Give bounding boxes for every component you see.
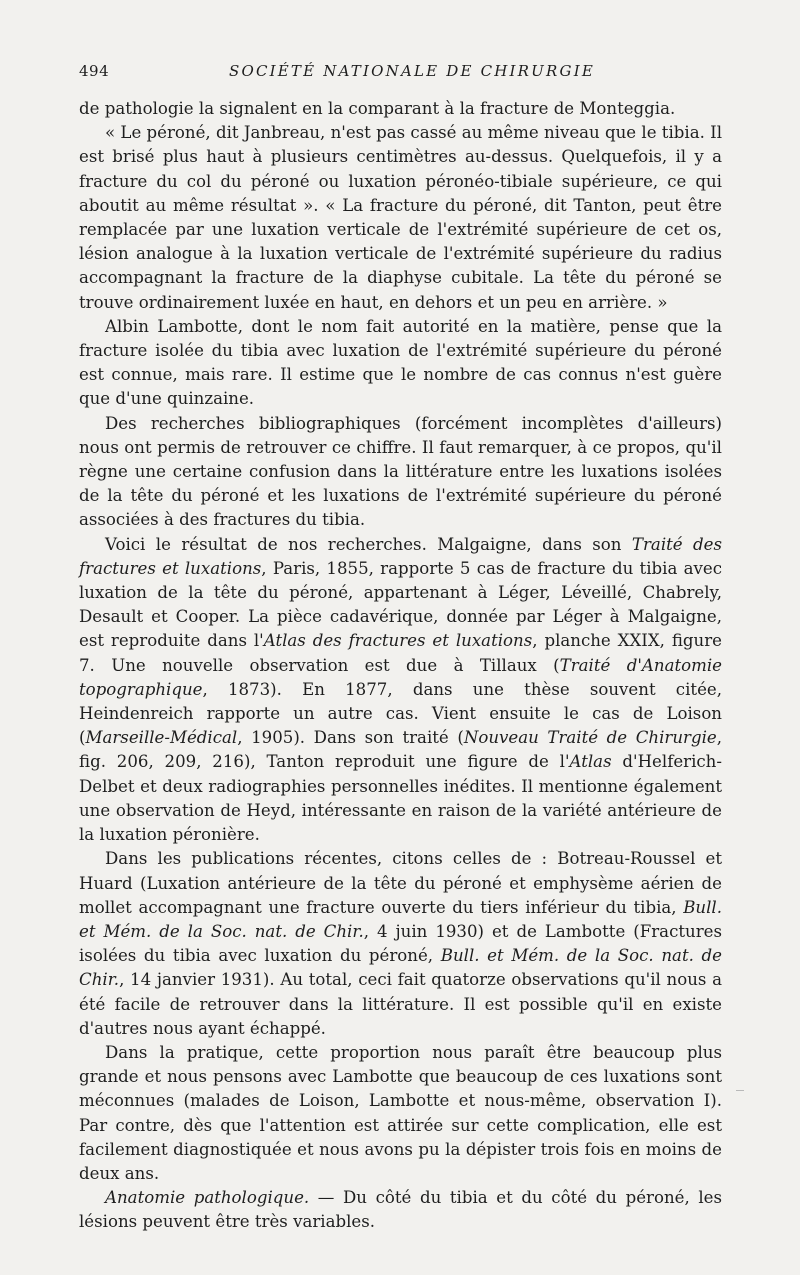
text-run: , fig. 206, 209, 216), Tanton reproduit une figure de l': [79, 728, 723, 772]
italic-text-run: Atlas: [569, 752, 612, 772]
paragraph: [79, 1041, 722, 1186]
article-body: [79, 97, 722, 1235]
text-run: Dans la pratique, cette proportion nous paraît être beaucoup plus grande et nous pensons avec Lambotte que beaucoup de ces luxations sont méconnues (malades de Loison, Lambotte et nous-même, observation I). Par contre, dès que l'attention est attirée sur cette complication, elle est facilement diagnostiquée et nous avons pu la dépister trois fois en moins de deux ans.: [79, 1042, 722, 1183]
paragraph: [79, 412, 722, 533]
paragraph: [79, 121, 722, 315]
page-header: [79, 62, 722, 86]
running-title: SOCIÉTÉ NATIONALE DE CHIRURGIE: [229, 62, 595, 80]
text-run: Des recherches bibliographiques (forcément incomplètes d'ailleurs) nous ont permis de retrouver ce chiffre. Il faut remarquer, à ce propos, qu'il règne une certaine confusion dans la littérature entre les luxations isolées de la tête du péroné et les luxations de l'extrémité supérieure du péroné associées à des fractures du tibia.: [79, 413, 722, 530]
paragraph: [79, 315, 722, 412]
page-number: 494: [79, 62, 110, 80]
text-run: , 1873). En 1877, dans une thèse souvent citée, Heindenreich rapporte un autre cas. Vient ensuite le cas de Loison (: [79, 679, 722, 748]
text-run: Dans les publications récentes, citons celles de : Botreau-Roussel et Huard (Luxation antérieure de la tête du péroné et emphysème aérien de mollet accompagnant une fracture ouverte du tiers inférieur du tibia,: [79, 849, 722, 917]
text-run: , 4 juin 1930) et de Lambotte (Fractures isolées du tibia avec luxation du péroné,: [79, 921, 722, 966]
italic-text-run: Marseille-Médical: [85, 728, 238, 748]
paragraph: [79, 847, 722, 1041]
text-run: d'Helferich-Delbet et deux radiographies personnelles inédites. Il mentionne également une observation de Heyd, intéressante en raison de la variété antérieure de la luxation péronière.: [79, 752, 722, 845]
paragraph: [79, 1186, 722, 1234]
text-run: Voici le résultat de nos recherches. Malgaigne, dans son: [105, 534, 632, 554]
text-run: , 14 janvier 1931). Au total, ceci fait quatorze observations qu'il nous a été facile de retrouver dans la littérature. Il est possible qu'il en existe d'autres nous ayant échappé.: [79, 970, 722, 1038]
scan-mark: [736, 1090, 744, 1091]
text-run: , planche XXIX, figure 7. Une nouvelle observation est due à Tillaux (: [79, 631, 722, 675]
italic-text-run: Atlas des fractures et luxations: [263, 631, 533, 651]
italic-text-run: Traité d'Anatomie topographique: [79, 655, 723, 699]
italic-text-run: Traité des fractures et luxations: [79, 534, 723, 578]
text-run: — Du côté du tibia et du côté du péroné, les lésions peuvent être très variables.: [79, 1188, 722, 1232]
text-run: de pathologie la signalent en la comparant à la fracture de Monteggia.: [79, 99, 676, 118]
paragraph: [79, 97, 722, 121]
italic-text-run: Nouveau Traité de Chirurgie: [463, 728, 717, 748]
italic-text-run: Bull. et Mém. de la Soc. nat. de Chir.: [79, 946, 722, 990]
italic-text-run: Anatomie pathologique.: [105, 1188, 310, 1208]
text-run: Albin Lambotte, dont le nom fait autorité en la matière, pense que la fracture isolée du tibia avec luxation de l'extrémité supérieure du péroné est connue, mais rare. Il estime que le nombre de cas connus n'est guère que d'une quinzaine.: [79, 316, 722, 409]
paragraph: [79, 533, 722, 848]
text-run: , Paris, 1855, rapporte 5 cas de fracture du tibia avec luxation de la tête du péroné, appartenant à Léger, Léveillé, Chabrely, Desault et Cooper. La pièce cadavérique, donnée par Léger à Malgaigne, est reproduite dans l': [79, 558, 722, 651]
text-run: « Le péroné, dit Janbreau, n'est pas cassé au même niveau que le tibia. Il est brisé plus haut à plusieurs centimètres au-dessus. Quelquefois, il y a fracture du col du péroné ou luxation péronéo-tibiale supérieure, ce qui aboutit au même résultat ». « La fracture du péroné, dit Tanton, peut être remplacée par une luxation verticale de l'extrémité supérieure de cet os, lésion analogue à la luxation verticale de l'extrémité supérieure du radius accompagnant la fracture de la diaphyse cubitale. La tête du péroné se trouve ordinairement luxée en haut, en dehors et un peu en arrière. »: [79, 123, 723, 312]
italic-text-run: Bull. et Mém. de la Soc. nat. de Chir.: [79, 897, 722, 941]
text-run: , 1905). Dans son traité (: [237, 728, 464, 748]
